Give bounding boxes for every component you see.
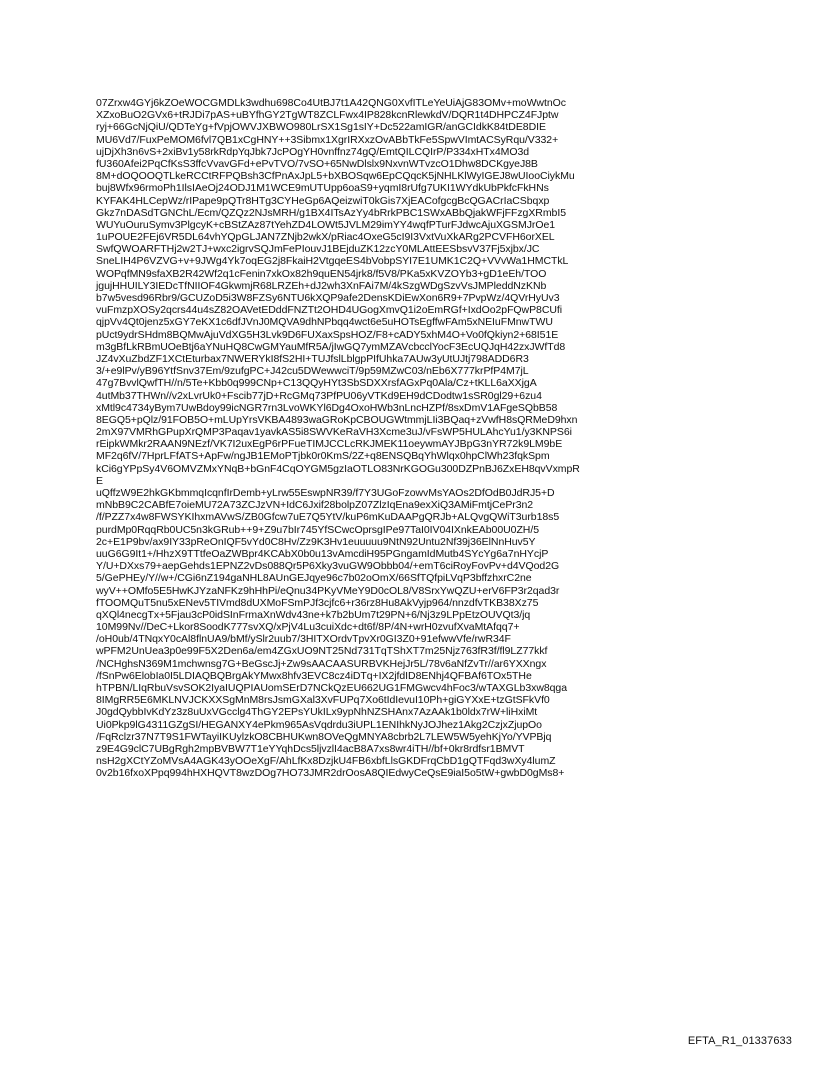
text-line: wPFM2UnUea3p0e99F5X2Den6a/em4ZGxUO9NT25Nd731TqTShXT7m25Njz763fR3f/fl9LZ77kkf [96, 645, 548, 658]
text-line: qXQl4necgTx+5Fjau3cP0idSInFrmaXnWdv43ne+k7b2bUm7t29PN+6/Nj3z9LPpEtzOUVQt3/jq [96, 608, 531, 621]
text-line: SneLIH4P6VZVG+v+9JWg4Yk7oqEG2j8FkaiH2VtgqeES4bVobpSYI7E1UMK1C2Q+VVvWa1HMCTkL [96, 255, 569, 268]
text-line: 0v2b16fxoXPpq994hHXHQVT8wzDOg7HO73JMR2drOosA8QIEdwyCeQsE9iaI5o5tW+gwbD0gMs8+ [96, 767, 565, 780]
text-line: MU6Vd7/FuxPeMOM6fvl7QB1xCgHNY++3Sibmx1XgrIRXxzOvABbTkFe5SpwVImtACSyRqu/V332+ [96, 133, 559, 146]
text-line: Y/U+DXxs79+aepGehds1EPNZ2vDs088Qr5P6Xky3vuGW9Obbb04/+emT6ciRoyFovPv+d4VQod2G [96, 560, 560, 573]
text-line: pUct9ydrSHdm8BQMwAjuVdXG5H3Lvk9D6FUXaxSpsHOZ/F8+cADY5xhM4O+Vo0fQkiyn2+68I51E [96, 328, 559, 341]
text-line: 5/GePHEy/Y//w+/CGi6nZ194gaNHL8AUnGEJqye96c7b02oOmX/66SfTQfpiLVqP3bffzhxrC2ne [96, 572, 532, 585]
text-line: uuG6G9It1+/HhzX9TTtfeOaZWBpr4KCAbX0b0u13vAmcdiH95PGngamIdMutb4SYcYg6a7nHYcjP [96, 547, 549, 560]
text-line: 07Zrxw4GYj6kZOeWOCGMDLk3wdhu698Co4UtBJ7t1A42QNG0XvfITLeYeUiAjG83OMv+moWwtnOc [96, 97, 566, 109]
text-line: jgujHHUILY3IEDcTfNIIOF4GkwmjR68LRZEh+dJ2wh3XnFAi7M/4kSzgWDgSzvVsJMPleddNzKNb [96, 279, 547, 292]
document-id-footer: EFTA_R1_01337633 [687, 1035, 792, 1047]
text-line: nsH2gXCtYZoMVsA4AGK43yOOeXgF/AhLfKx8DzjkU4FB6xbfLlsGKDFrqCbD1gQTFqd3wXy4lumZ [96, 755, 556, 768]
text-line: XZxoBuO2GVx6+tRJDi7pAS+uBYfhGY2TgWT8ZCLFwx4IP828kcnRlewkdV/DQR1t4DHPCZ4FJptw [96, 109, 559, 122]
text-line: 3/+e9lPv/yB96YtfSnv37Em/9zufgPC+J42cu5DWewwciT/9p59MZwC03/nEb6X777krPfP4M7jL [96, 365, 529, 378]
text-line: /oH0ub/4TNqxY0cAl8flnUA9/bMf/ySlr2uub7/3HITXOrdvTpvXr0GI3Z0+91efwwVfe/rwR34F [96, 633, 511, 646]
text-line: 8EGQ5+pQlz/91FOB5O+mLUpYrsVKBA4893waGRoKpCBOUGWtmmjLIi3BQaq+zVwfH8sQRMeD9hxn [96, 413, 578, 426]
text-line: wyV++OMfo5E5HwKJYzaNFKz9hHhPi/eQnu34PKyVMeY9D0cOL8/V8SrxYwQZU+erV6FP3r2qad3r [96, 584, 560, 597]
text-line: MF2q6fV/7HprLFfATS+ApFw/ngJB1EMoPTjbk0r0KmS/2Z+q8ENSQBqYhWlqx0hpClWh23fqkSpm [96, 450, 550, 463]
text-line: 10M99Nv//DeC+Lkor8SoodK777svXQ/xPjV4Lu3cuiXdc+dt6f/8P/4N+wrH0zvufXvaMtAfqq7+ [96, 621, 520, 634]
text-line: /NCHghsN369M1mchwnsg7G+BeGscJj+Zw9sAACAASURBVKHejJr5L/78v6aNfZvTr//ar6YXXngx [96, 657, 547, 670]
text-line: 8IMgRR5E6MKLNVJCKXXSgMnM8rsJsmGXal3XvFUPq7Xo6tIdIevuI10Ph+giGYXxE+tzGtSFkVf0 [96, 694, 550, 707]
text-line: buj8Wfx96rmoPh1IlsIAeOj24ODJ1M1WCE9mUTUpp6oaS9+yqmI8rUfg7UKI1WYdkUbPkfcFkHNs [96, 182, 549, 195]
text-line: WUYuOuruSymv3PlgcyK+cBStZAz87tYehZD4LOWt5JVLM29imYY4wqfPTurFJdwcAjuXGSMJrOe1 [96, 218, 556, 231]
text-line: xMtl9c4734yBym7UwBdoy99icNGR7rn3LvoWKYl6Dg4OxoHWb3nLncHZPf/8sxDmV1AFgeSQbB58 [96, 401, 558, 414]
text-line: mNbB9C2CABfE7oieMU72A73ZCJzVN+IdC6Jxif28bolpZ07ZlzIqEna9exXiQ3AMiFmtjCePr3n2 [96, 499, 534, 512]
text-line: vuFmzpXOSy2qcrs44u4sZ82OAVetEDddFNZTt2OHD4UGogXmvQ1i2oEmRGf+IxdOo2pFQwP8CUfi [96, 304, 563, 317]
text-line: SwfQWOARFTHj2w2TJ+wxc2igrvSQJmFePIouvJ1BEjduZK12zcY0MLAttEESbsvV37Fj5xjbx/JC [96, 243, 540, 256]
text-line: E [96, 474, 103, 487]
text-line: WOPqfMN9sfaXB2R42Wf2q1cFenin7xkOx82h9quEN54jrk8/f5V8/PKa5xKVZOYb3+gD1eEh/TOO [96, 267, 547, 280]
text-line: b7w5vesd96Rbr9/GCUZoD5i3W8FZSy6NTU6kXQP9afe2DensKDiEwXon6R9+7PvpWz/4QVrHyUv3 [96, 292, 560, 304]
text-line: /f/PZZ7x4w8FWSYKIhxmAVwS/ZB0Gfcw7uE7Q5YtV/kuP6mKuDAAPgQRJb+ALQvgQWiT3urb18s5 [96, 511, 560, 524]
text-line: purdMp0RqqRb0UC5n3kGRub++9+Z9u7bIr745YfSCwcOprsgIPe97TaI0IV04IXnkEAb00U0ZH/5 [96, 523, 539, 536]
text-line: /fSnPw6ElobIa0I5LDIAQBQBrgAkYMwx8hfv3EVC8cz4iDTq+IX2jfdID8ENhj4QFBAf6TOx5THe [96, 669, 532, 682]
text-line: fTOOMQuT5nu5xENev5TIVmd8dUXMoFSmPJf3cjfc6+r36rz8Hu8AkVyjp964/nnzdfvTKB38Xz75 [96, 596, 539, 609]
text-line: 47g7BvvlQwfTH//n/5Te+Kbb0q999CNp+C13QQyHYt3SbSDXXrsfAGxPq0Ala/Cz+tKLL6aXXjgA [96, 377, 537, 390]
text-line: m3gBfLkRBmUOeBtj6aYNuHQ8CwGMYauMfR5A/jIwGQ7ymMZAVcbcclYocF3EcUQJqH42zxJWfTd8 [96, 340, 566, 353]
text-line: 4utMb37THWn//v2xLvrUk0+Fscib77jD+RcGMq73PfPU06yVTKd9EH9dCDodtw1sSR0gl29+6zu4 [96, 389, 542, 402]
text-line: fU360Afei2PqCfKsS3ffcVvavGFd+ePvTVO/7vSO+65NwDlslx9NxvnWTvzcO1Dhw8DCKgyeJ8B [96, 157, 538, 170]
text-line: 1uPOUE2FEj6VR5DL64vhYQpGLJAN7ZNjb2wkX/pRiac4OxeG5cI9I3VxtVuXkARg2PCVFH6orXEL [96, 231, 555, 244]
text-line: z9E4G9clC7UBgRgh2mpBVBW7T1eYYqhDcs5ljvzlI4acB8A7xs8wr4iTH//bf+0kr8rdfsr1BMVT [96, 742, 525, 755]
text-line: uQffzW9E2hkGKbmmqIcqnfIrDemb+yLrw55EswpNR39/f7Y3UGoFzowvMsYAOs2DfOdB0JdRJ5+D [96, 487, 555, 499]
text-line: 2mX97VMRhGPupXrQMP3Paqav1yavkAS5i8SWVKeRaVH3Xcme3uJ/vFsWP5HULAhcYu1/y3KNPS6i [96, 426, 572, 439]
text-line: Gkz7nDASdTGNChL/Ecm/QZQz2NJsMRH/g1BX4ITsAzYy4bRrkPBC1SWxABbQjakWFjFFzgXRmbI5 [96, 206, 566, 219]
text-line: Ui0Pkp9lG4311GZgSI/HEGANXY4ePkm965AsVqdrdu3iUPL1ENIhkNyJOJhez1Akg2CzjxZjupOo [96, 718, 542, 731]
text-line: 8M+dOQOOQTLkeRCCtRFPQBsh3CfPnAxJpL5+bXBOSqw6EpCQqcK5jNHLKlWyIGEJ8wUIooCiykMu [96, 170, 575, 183]
text-line: J0gdQybbIvKdYz3z8uUxVGcclg4ThGY2EPsYUkILx9ypNhNZSHAnx7AzAAk1b0ldx7rW+liHxiMt [96, 706, 538, 719]
text-line: kCi6gYPpSy4V6OMVZMxYNqB+bGnF4CqOYGM5gzIaOTLO83NrKGOGu300DZPnBJ6ZxEH8qvVxmpR [96, 462, 580, 475]
text-line: /FqRclzr37N7T9S1FWTayiIKUylzkO8CBHUKwn8OVeQgMNYA8cbrb2L7LEW5W5yehKjYo/YVPBjq [96, 730, 552, 743]
text-line: ujDjXh3n6vS+2xiBv1y58rkRdpYqJbk7JcPOgYH0vnffnz74gQ/EmtQILCQIrP/P334xHTx4MO3d [96, 145, 530, 158]
text-line: KYFAK4HLCepWz/rIPape9pQTr8HTg3CYHeGp6AQeizwiT0kGis7XjEACofgcgBcQGACrIaCSbqxp [96, 194, 550, 207]
text-line: JZ4vXuZbdZF1XCtEturbax7NWERYkI8fS2HI+TUJfslLblgpPIfUhka7AUw3yUtUJtj798ADD6R3 [96, 352, 529, 365]
text-line: ryj+66GcNjQiU/QDTeYg+fVpjOWVJXBWO980LrSX1Sg1sIY+Dc522amIGR/anGCIdkK84tDE8DIE [96, 121, 546, 134]
text-line: 2c+E1P9bv/ax9IY33pReOnIQF5vYd0C8Hv/Zz9K3Hv1euuuuu9NtN92Untu2Nf39j36ElNnHuv5Y [96, 535, 536, 548]
text-line: qjpVv4Qt0jenz5xGY7eKX1c6dfJVnJ0MQVA9dhNPbqq4wct6e5uHOTsEgffwFAm5xNEIuFMnwTWU [96, 316, 553, 329]
text-line: rEipkWMkr2RAAN9NEzf/VK7I2uxEgP6rPFueTIMJCCLcRKJMEK11oeywmAYJBpG3nYR72k9LM9bE [96, 438, 563, 451]
text-line: hTPBN/LIqRbuVsvSOK2IyaIUQPIAUomSErD7NCkQzEU662UG1FMGwcv4hFoc3/wTAXGLb3xw8qga [96, 682, 568, 694]
encoded-text-block [96, 97, 736, 780]
